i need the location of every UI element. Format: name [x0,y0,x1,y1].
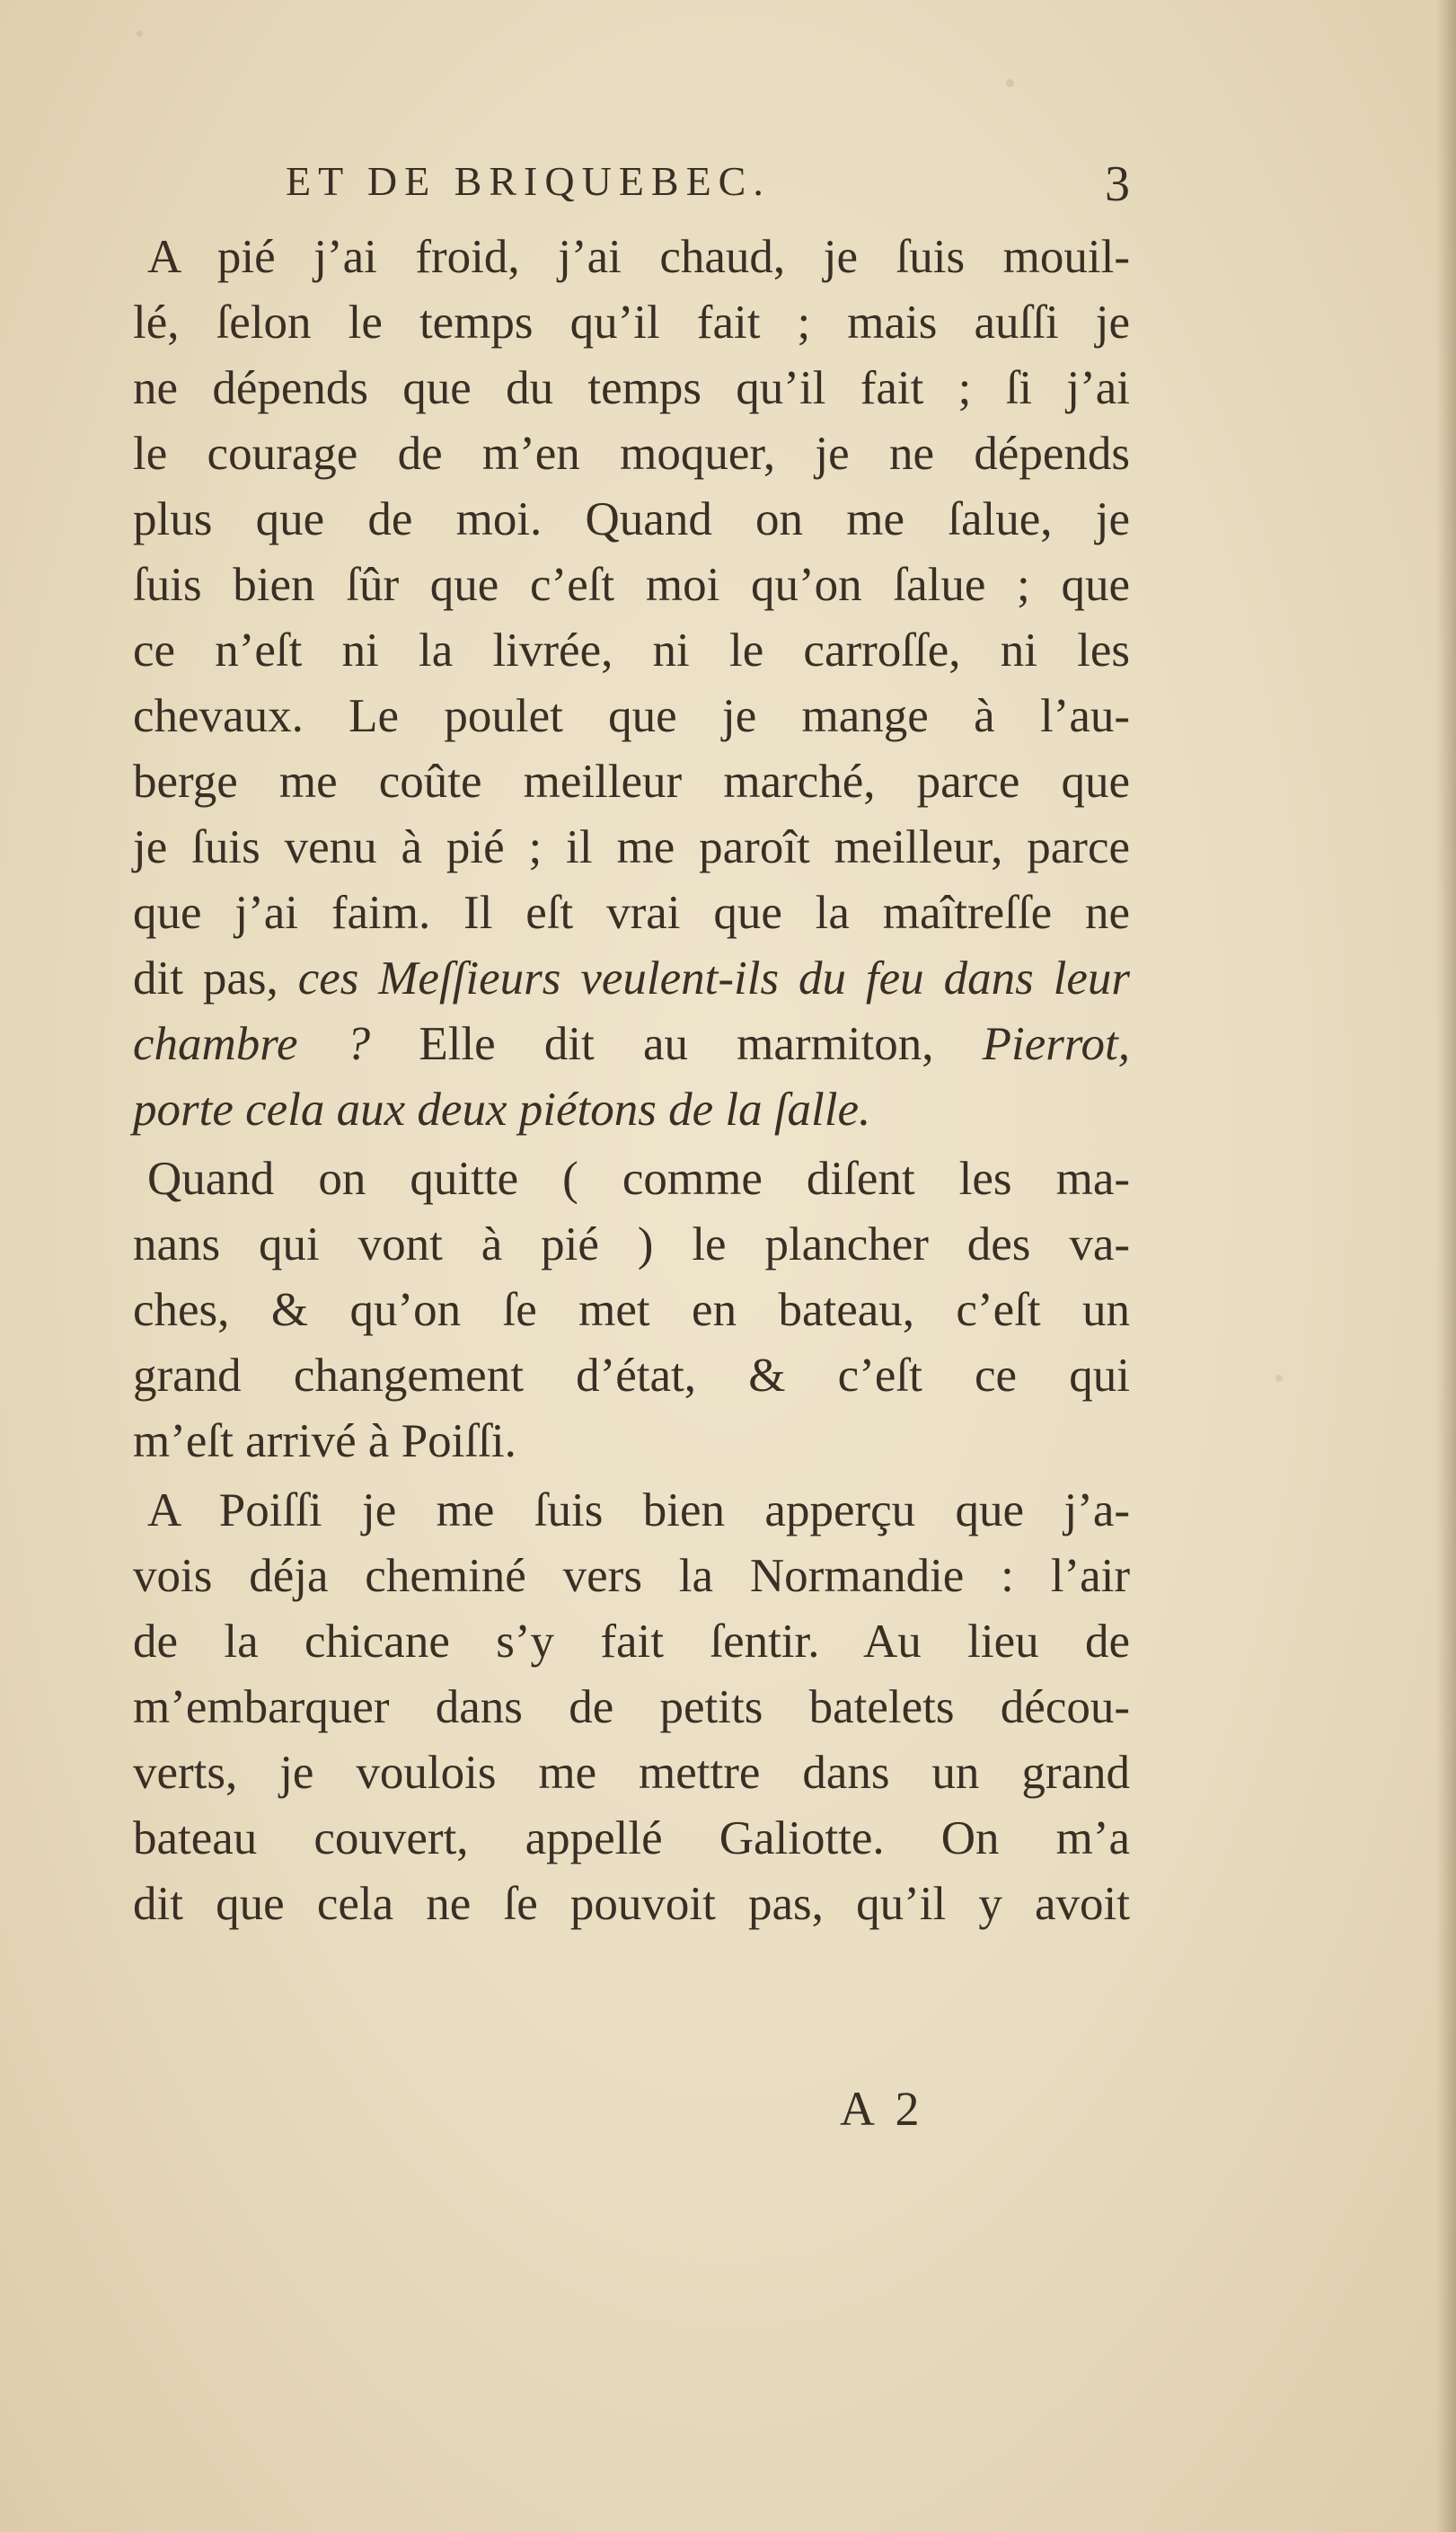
text-run: nans qui vont à pié ) le plancher des va- [133,1218,1130,1270]
text-run: A Poiſſi je me ſuis bien apperçu que j’a- [147,1484,1130,1536]
text-run: je ſuis venu à pié ; il me paroît meilleur, parce [133,821,1130,873]
text-line [133,356,1130,421]
text-run: Elle dit au marmiton, [370,1018,983,1070]
text-line [133,749,1130,815]
text-run: ſuis bien ſûr que c’eſt moi qu’on ſalue ; que [133,559,1130,611]
text-line [133,946,1130,1012]
text-line [133,290,1130,356]
text-run: plus que de moi. Quand on me ſalue, je [133,493,1130,545]
text-line [133,881,1130,946]
text-run: dit pas, [133,952,298,1005]
text-run: vois déja cheminé vers la Normandie : l’air [133,1550,1130,1602]
text-run: verts, je voulois me mettre dans un grand [133,1747,1130,1799]
text-line [133,1409,1130,1474]
body-text [133,225,1130,1937]
text-run: ce n’eſt ni la livrée, ni le carroſſe, ni les [133,624,1130,677]
text-run: grand changement d’état, & c’eſt ce qui [133,1350,1130,1402]
text-line [133,1740,1130,1806]
text-line [133,684,1130,749]
page-edge-shadow [1436,0,1456,2532]
text-run: dit que cela ne ſe pouvoit pas, qu’il y avoit [133,1878,1130,1930]
text-line [133,225,1130,290]
paper-spot [1006,79,1014,87]
text-line [133,1146,1130,1212]
text-line [133,815,1130,881]
italic-text: chambre ? [133,1018,371,1070]
running-head: ET DE BRIQUEBEC. [286,158,771,204]
page-number: 3 [1105,156,1130,212]
text-run: le courage de m’en moquer, je ne dépends [133,428,1130,480]
text-run: de la chicane s’y fait ſentir. Au lieu de [133,1616,1130,1668]
signature-mark: A 2 [840,2082,925,2136]
italic-text: Pierrot, [982,1018,1131,1070]
text-line [133,1675,1130,1740]
page-header [286,148,1130,229]
text-line [133,1609,1130,1675]
text-line [133,1872,1130,1937]
text-run: ches, & qu’on ſe met en bateau, c’eſt un [133,1284,1130,1336]
text-line [133,1343,1130,1409]
paragraph [133,1478,1130,1937]
text-run: A pié j’ai froid, j’ai chaud, je ſuis mouil- [147,231,1130,283]
text-line [133,1077,1130,1143]
text-line [133,487,1130,553]
text-run: que j’ai faim. Il eſt vrai que la maîtreſſe ne [133,887,1130,939]
text-line [133,1478,1130,1544]
text-line [133,1544,1130,1609]
text-line [133,618,1130,684]
paper-spot [137,31,143,37]
text-run: ne dépends que du temps qu’il fait ; ſi j’ai [133,362,1130,414]
text-run: chevaux. Le poulet que je mange à l’au- [133,690,1130,742]
paper-spot [1275,1375,1283,1382]
text-run: bateau couvert, appellé Galiotte. On m’a [133,1812,1130,1864]
text-run: berge me coûte meilleur marché, parce que [133,756,1130,808]
text-run: Quand on quitte ( comme diſent les ma- [147,1153,1130,1205]
text-run: m’eſt arrivé à Poiſſi. [133,1415,516,1467]
text-line [133,1212,1130,1278]
text-line [133,1278,1130,1343]
paragraph [133,225,1130,1143]
text-line [133,421,1130,487]
text-line [133,553,1130,618]
text-run: m’embarquer dans de petits batelets décou- [133,1681,1130,1733]
text-line [133,1012,1130,1077]
italic-text: ces Meſſieurs veulent-ils du feu dans leur [297,952,1130,1005]
paragraph [133,1146,1130,1474]
text-run: lé, ſelon le temps qu’il fait ; mais auſſi je [133,297,1130,349]
text-line [133,1806,1130,1872]
italic-text: porte cela aux deux piétons de la ſalle. [133,1084,871,1136]
